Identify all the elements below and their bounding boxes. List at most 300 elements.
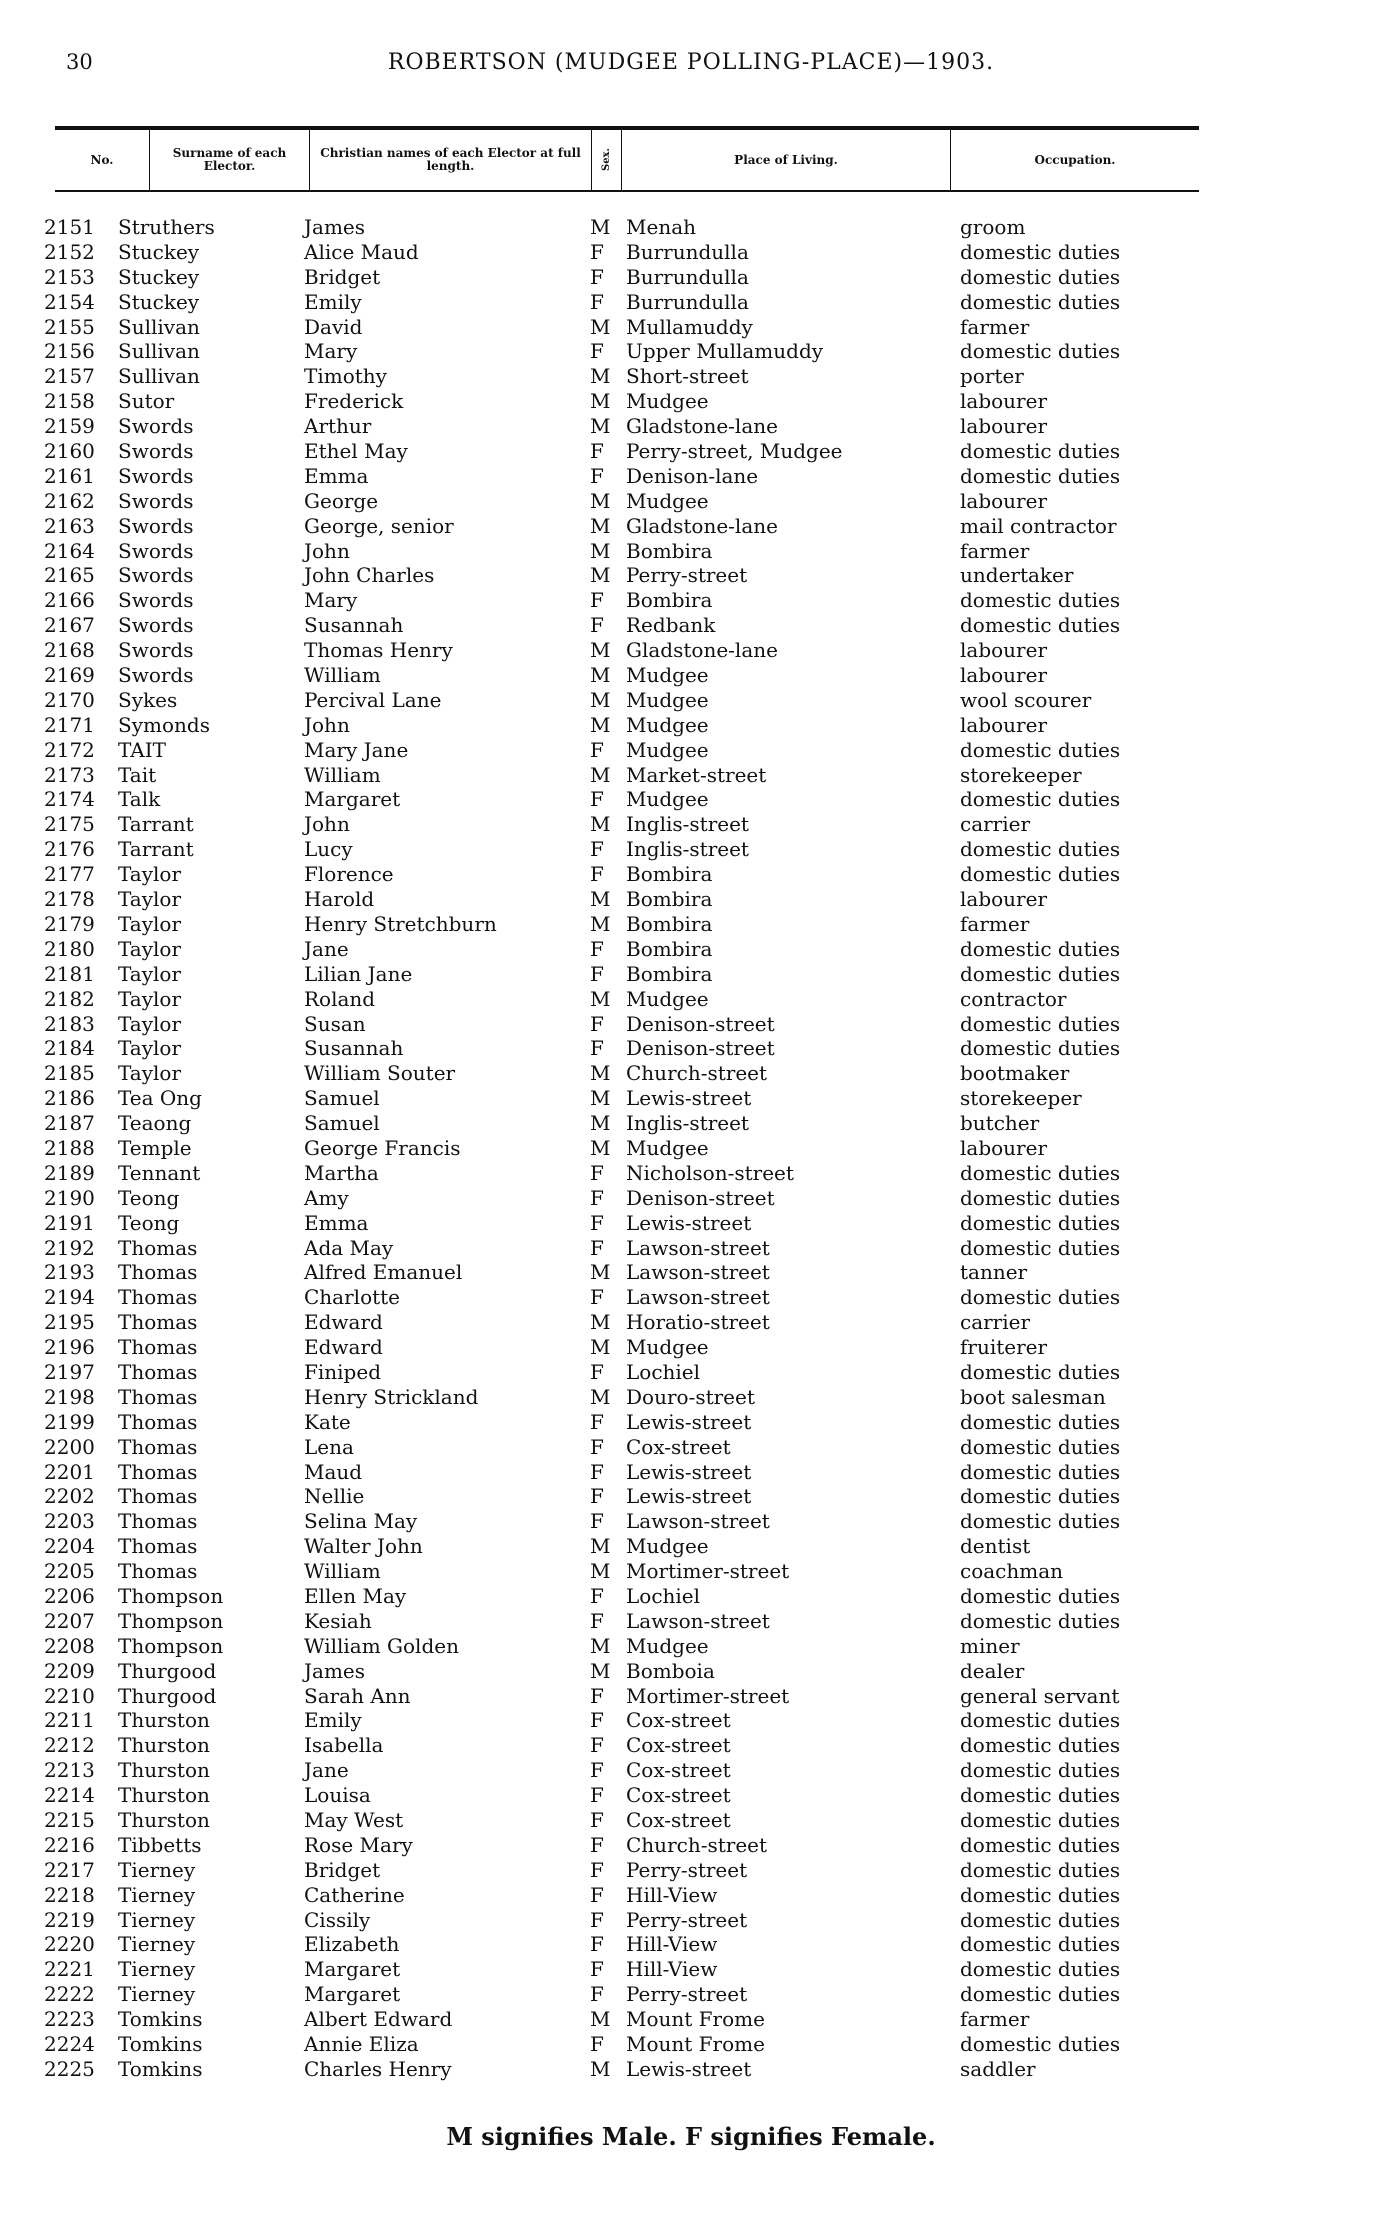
row-occupation: domestic duties bbox=[960, 1509, 1121, 1534]
table-row bbox=[0, 464, 1382, 489]
row-number: 2188 bbox=[44, 1135, 95, 1160]
row-surname: Thompson bbox=[118, 1608, 224, 1633]
table-row bbox=[0, 1908, 1382, 1933]
row-christian-names: Samuel bbox=[304, 1086, 380, 1111]
table-row bbox=[0, 539, 1382, 564]
row-sex: M bbox=[590, 1658, 611, 1683]
table-row bbox=[0, 389, 1382, 414]
row-surname: Thurgood bbox=[118, 1658, 217, 1683]
row-place: Bombira bbox=[626, 862, 713, 887]
row-occupation: domestic duties bbox=[960, 289, 1121, 314]
row-number: 2219 bbox=[44, 1907, 95, 1932]
row-sex: M bbox=[590, 1534, 611, 1559]
row-number: 2152 bbox=[44, 239, 95, 264]
row-sex: F bbox=[590, 1857, 604, 1882]
table-row bbox=[0, 2032, 1382, 2057]
row-number: 2178 bbox=[44, 887, 95, 912]
row-occupation: dealer bbox=[960, 1658, 1025, 1683]
header-surname: Surname of each Elector. bbox=[150, 130, 310, 190]
row-christian-names: Jane bbox=[304, 936, 349, 961]
row-sex: F bbox=[590, 1932, 604, 1957]
row-surname: Thurston bbox=[118, 1733, 210, 1758]
row-surname: TAIT bbox=[118, 737, 166, 762]
row-place: Bombira bbox=[626, 961, 713, 986]
row-number: 2225 bbox=[44, 2056, 95, 2081]
row-surname: Thomas bbox=[118, 1310, 198, 1335]
row-place: Mudgee bbox=[626, 712, 709, 737]
row-sex: F bbox=[590, 1285, 604, 1310]
table-row bbox=[0, 1161, 1382, 1186]
row-place: Gladstone-lane bbox=[626, 638, 778, 663]
row-surname: Thomas bbox=[118, 1260, 198, 1285]
row-number: 2201 bbox=[44, 1459, 95, 1484]
row-surname: Sullivan bbox=[118, 339, 200, 364]
row-christian-names: John bbox=[304, 812, 350, 837]
row-christian-names: Charles Henry bbox=[304, 2056, 452, 2081]
row-occupation: domestic duties bbox=[960, 1011, 1121, 1036]
row-occupation: labourer bbox=[960, 414, 1048, 439]
row-christian-names: May West bbox=[304, 1808, 404, 1832]
row-occupation: domestic duties bbox=[960, 1832, 1121, 1857]
row-surname: Tarrant bbox=[118, 812, 194, 837]
row-occupation: domestic duties bbox=[960, 1608, 1121, 1633]
row-number: 2159 bbox=[44, 414, 95, 439]
row-place: Lewis-street bbox=[626, 1210, 752, 1235]
table-row bbox=[0, 1410, 1382, 1435]
row-christian-names: Percival Lane bbox=[304, 687, 442, 712]
row-christian-names: George, senior bbox=[304, 513, 454, 538]
row-sex: M bbox=[590, 538, 611, 563]
table-row bbox=[0, 1659, 1382, 1684]
row-christian-names: Martha bbox=[304, 1160, 379, 1185]
table-row bbox=[0, 1111, 1382, 1136]
table-row bbox=[0, 1758, 1382, 1783]
row-place: Lochiel bbox=[626, 1359, 701, 1384]
row-christian-names: Frederick bbox=[304, 389, 404, 414]
row-christian-names: Emma bbox=[304, 463, 369, 488]
row-place: Mudgee bbox=[626, 687, 709, 712]
row-surname: Tennant bbox=[118, 1160, 201, 1185]
row-surname: Taylor bbox=[118, 862, 182, 887]
row-surname: Thomas bbox=[118, 1384, 198, 1409]
row-place: Cox-street bbox=[626, 1708, 731, 1733]
row-place: Denison-lane bbox=[626, 463, 759, 488]
table-row bbox=[0, 240, 1382, 265]
row-number: 2186 bbox=[44, 1086, 95, 1111]
row-place: Nicholson-street bbox=[626, 1160, 794, 1185]
row-surname: Thurston bbox=[118, 1708, 210, 1733]
table-row bbox=[0, 1211, 1382, 1236]
row-christian-names: Emily bbox=[304, 1708, 362, 1733]
table-row bbox=[0, 1684, 1382, 1709]
row-place: Denison-street bbox=[626, 1036, 775, 1061]
row-place: Hill-View bbox=[626, 1932, 718, 1957]
row-number: 2204 bbox=[44, 1534, 95, 1559]
row-place: Inglis-street bbox=[626, 837, 749, 862]
table-row bbox=[0, 837, 1382, 862]
table-row bbox=[0, 1982, 1382, 2007]
row-sex: M bbox=[590, 1633, 611, 1658]
row-surname: Symonds bbox=[118, 712, 210, 737]
row-sex: M bbox=[590, 389, 611, 414]
row-place: Perry-street, Mudgee bbox=[626, 439, 843, 464]
row-christian-names: Emma bbox=[304, 1210, 369, 1235]
row-number: 2154 bbox=[44, 289, 95, 314]
row-surname: Thomas bbox=[118, 1559, 198, 1584]
table-row bbox=[0, 1559, 1382, 1584]
row-sex: F bbox=[590, 588, 604, 613]
row-occupation: groom bbox=[960, 215, 1026, 239]
row-occupation: labourer bbox=[960, 1135, 1048, 1160]
row-number: 2206 bbox=[44, 1583, 95, 1608]
row-sex: M bbox=[590, 1061, 611, 1086]
row-christian-names: Edward bbox=[304, 1335, 383, 1360]
row-surname: Swords bbox=[118, 463, 194, 488]
row-sex: M bbox=[590, 986, 611, 1011]
row-christian-names: Sarah Ann bbox=[304, 1683, 411, 1708]
row-place: Mount Frome bbox=[626, 2007, 765, 2032]
row-christian-names: Albert Edward bbox=[304, 2007, 453, 2032]
row-surname: Tomkins bbox=[118, 2007, 203, 2032]
table-row bbox=[0, 1036, 1382, 1061]
row-sex: F bbox=[590, 1459, 604, 1484]
row-sex: M bbox=[590, 2007, 611, 2032]
row-surname: Taylor bbox=[118, 986, 182, 1011]
row-surname: Thomas bbox=[118, 1534, 198, 1559]
row-surname: Sykes bbox=[118, 687, 178, 712]
row-surname: Tomkins bbox=[118, 2056, 203, 2081]
row-number: 2170 bbox=[44, 687, 95, 712]
table-row bbox=[0, 2057, 1382, 2082]
table-row bbox=[0, 563, 1382, 588]
row-number: 2173 bbox=[44, 762, 95, 787]
row-surname: Teaong bbox=[118, 1111, 192, 1136]
row-christian-names: James bbox=[304, 215, 366, 239]
row-number: 2216 bbox=[44, 1832, 95, 1857]
row-christian-names: Walter John bbox=[304, 1534, 423, 1559]
row-sex: M bbox=[590, 1086, 611, 1111]
row-christian-names: William Golden bbox=[304, 1633, 459, 1658]
table-row bbox=[0, 439, 1382, 464]
row-surname: Thomas bbox=[118, 1459, 198, 1484]
row-occupation: domestic duties bbox=[960, 1036, 1121, 1061]
row-surname: Tierney bbox=[118, 1857, 196, 1882]
row-sex: F bbox=[590, 737, 604, 762]
row-occupation: labourer bbox=[960, 488, 1048, 513]
row-occupation: tanner bbox=[960, 1260, 1028, 1285]
row-christian-names: Susannah bbox=[304, 1036, 404, 1061]
row-sex: F bbox=[590, 1011, 604, 1036]
row-christian-names: William bbox=[304, 762, 381, 787]
row-christian-names: Ada May bbox=[304, 1235, 394, 1260]
row-number: 2198 bbox=[44, 1384, 95, 1409]
table-row bbox=[0, 1012, 1382, 1037]
row-number: 2190 bbox=[44, 1185, 95, 1210]
row-place: Cox-street bbox=[626, 1808, 731, 1832]
row-sex: F bbox=[590, 1210, 604, 1235]
row-place: Bombira bbox=[626, 538, 713, 563]
header-no: No. bbox=[55, 130, 150, 190]
row-christian-names: Nellie bbox=[304, 1484, 365, 1509]
row-surname: Talk bbox=[118, 787, 161, 812]
table-row bbox=[0, 937, 1382, 962]
row-sex: F bbox=[590, 1484, 604, 1509]
row-sex: F bbox=[590, 1758, 604, 1783]
table-row bbox=[0, 713, 1382, 738]
row-surname: Stuckey bbox=[118, 264, 200, 289]
row-sex: F bbox=[590, 1409, 604, 1434]
row-christian-names: Amy bbox=[304, 1185, 349, 1210]
table-row bbox=[0, 787, 1382, 812]
row-number: 2195 bbox=[44, 1310, 95, 1335]
row-number: 2151 bbox=[44, 215, 95, 239]
row-christian-names: Susan bbox=[304, 1011, 366, 1036]
row-place: Mudgee bbox=[626, 389, 709, 414]
row-occupation: domestic duties bbox=[960, 1882, 1121, 1907]
row-number: 2166 bbox=[44, 588, 95, 613]
row-sex: F bbox=[590, 862, 604, 887]
row-sex: F bbox=[590, 1160, 604, 1185]
row-occupation: dentist bbox=[960, 1534, 1031, 1559]
row-christian-names: Mary Jane bbox=[304, 737, 409, 762]
row-christian-names: Arthur bbox=[304, 414, 372, 439]
row-occupation: bootmaker bbox=[960, 1061, 1070, 1086]
row-number: 2156 bbox=[44, 339, 95, 364]
row-sex: F bbox=[590, 936, 604, 961]
row-christian-names: Charlotte bbox=[304, 1285, 401, 1310]
row-sex: F bbox=[590, 1359, 604, 1384]
row-number: 2157 bbox=[44, 364, 95, 389]
table-row bbox=[0, 962, 1382, 987]
row-christian-names: Susannah bbox=[304, 613, 404, 638]
row-occupation: domestic duties bbox=[960, 1185, 1121, 1210]
row-occupation: domestic duties bbox=[960, 1409, 1121, 1434]
row-sex: M bbox=[590, 1135, 611, 1160]
table-row bbox=[0, 1310, 1382, 1335]
table-row bbox=[0, 1957, 1382, 1982]
row-number: 2158 bbox=[44, 389, 95, 414]
row-surname: Teong bbox=[118, 1210, 180, 1235]
row-sex: M bbox=[590, 1111, 611, 1136]
row-occupation: domestic duties bbox=[960, 1708, 1121, 1733]
row-sex: F bbox=[590, 1583, 604, 1608]
row-place: Mudgee bbox=[626, 787, 709, 812]
row-christian-names: William bbox=[304, 663, 381, 688]
row-place: Church-street bbox=[626, 1061, 768, 1086]
row-place: Mudgee bbox=[626, 1633, 709, 1658]
row-christian-names: Alfred Emanuel bbox=[304, 1260, 463, 1285]
electors-list bbox=[0, 215, 1382, 2082]
row-occupation: coachman bbox=[960, 1559, 1064, 1584]
row-place: Perry-street bbox=[626, 1982, 748, 2007]
row-occupation: carrier bbox=[960, 1310, 1031, 1335]
table-header bbox=[55, 126, 1199, 192]
row-number: 2218 bbox=[44, 1882, 95, 1907]
row-occupation: storekeeper bbox=[960, 1086, 1082, 1111]
table-row bbox=[0, 1733, 1382, 1758]
row-number: 2160 bbox=[44, 439, 95, 464]
row-christian-names: John bbox=[304, 538, 350, 563]
row-christian-names: Catherine bbox=[304, 1882, 405, 1907]
row-sex: F bbox=[590, 439, 604, 464]
row-surname: Thurston bbox=[118, 1808, 210, 1832]
table-row bbox=[0, 215, 1382, 240]
row-number: 2192 bbox=[44, 1235, 95, 1260]
row-number: 2155 bbox=[44, 314, 95, 339]
row-occupation: domestic duties bbox=[960, 1583, 1121, 1608]
row-number: 2179 bbox=[44, 911, 95, 936]
row-number: 2220 bbox=[44, 1932, 95, 1957]
row-christian-names: Maud bbox=[304, 1459, 363, 1484]
row-occupation: labourer bbox=[960, 663, 1048, 688]
row-christian-names: Kate bbox=[304, 1409, 351, 1434]
row-occupation: domestic duties bbox=[960, 737, 1121, 762]
row-occupation: boot salesman bbox=[960, 1384, 1106, 1409]
table-row bbox=[0, 862, 1382, 887]
row-number: 2163 bbox=[44, 513, 95, 538]
row-sex: F bbox=[590, 1832, 604, 1857]
row-christian-names: Bridget bbox=[304, 264, 381, 289]
row-sex: M bbox=[590, 513, 611, 538]
row-surname: Struthers bbox=[118, 215, 215, 239]
row-number: 2169 bbox=[44, 663, 95, 688]
row-occupation: butcher bbox=[960, 1111, 1040, 1136]
table-row bbox=[0, 887, 1382, 912]
row-christian-names: Elizabeth bbox=[304, 1932, 400, 1957]
row-occupation: wool scourer bbox=[960, 687, 1092, 712]
row-number: 2167 bbox=[44, 613, 95, 638]
row-surname: Sutor bbox=[118, 389, 175, 414]
row-occupation: domestic duties bbox=[960, 1808, 1121, 1832]
row-number: 2189 bbox=[44, 1160, 95, 1185]
header-occupation: Occupation. bbox=[1034, 152, 1116, 167]
row-sex: F bbox=[590, 1434, 604, 1459]
row-christian-names: Cissily bbox=[304, 1907, 371, 1932]
row-place: Lochiel bbox=[626, 1583, 701, 1608]
table-row bbox=[0, 1783, 1382, 1808]
row-surname: Thomas bbox=[118, 1509, 198, 1534]
header-place: Place of Living. bbox=[622, 130, 951, 190]
row-occupation: domestic duties bbox=[960, 1434, 1121, 1459]
row-surname: Teong bbox=[118, 1185, 180, 1210]
row-surname: Swords bbox=[118, 538, 194, 563]
row-surname: Swords bbox=[118, 613, 194, 638]
row-christian-names: Alice Maud bbox=[304, 239, 419, 264]
row-sex: M bbox=[590, 712, 611, 737]
row-surname: Taylor bbox=[118, 961, 182, 986]
table-row bbox=[0, 688, 1382, 713]
row-place: Church-street bbox=[626, 1832, 768, 1857]
row-christian-names: Ethel May bbox=[304, 439, 408, 464]
table-row bbox=[0, 1833, 1382, 1858]
row-number: 2165 bbox=[44, 563, 95, 588]
row-place: Gladstone-lane bbox=[626, 513, 778, 538]
table-row bbox=[0, 1435, 1382, 1460]
row-place: Cox-street bbox=[626, 1434, 731, 1459]
row-christian-names: George bbox=[304, 488, 379, 513]
header-christian: Christian names of each Elector at full length. bbox=[310, 130, 592, 190]
row-occupation: domestic duties bbox=[960, 862, 1121, 887]
row-number: 2209 bbox=[44, 1658, 95, 1683]
row-place: Inglis-street bbox=[626, 812, 749, 837]
row-occupation: domestic duties bbox=[960, 1359, 1121, 1384]
row-occupation: labourer bbox=[960, 712, 1048, 737]
table-row bbox=[0, 1808, 1382, 1833]
table-row bbox=[0, 290, 1382, 315]
row-christian-names: Samuel bbox=[304, 1111, 380, 1136]
row-sex: F bbox=[590, 1783, 604, 1808]
row-number: 2184 bbox=[44, 1036, 95, 1061]
row-occupation: domestic duties bbox=[960, 1733, 1121, 1758]
row-number: 2207 bbox=[44, 1608, 95, 1633]
row-place: Lawson-street bbox=[626, 1285, 770, 1310]
row-occupation: domestic duties bbox=[960, 239, 1121, 264]
row-occupation: domestic duties bbox=[960, 2032, 1121, 2057]
row-number: 2217 bbox=[44, 1857, 95, 1882]
row-sex: M bbox=[590, 488, 611, 513]
row-sex: F bbox=[590, 1982, 604, 2007]
row-place: Upper Mullamuddy bbox=[626, 339, 824, 364]
table-row bbox=[0, 315, 1382, 340]
row-christian-names: Timothy bbox=[304, 364, 387, 389]
row-christian-names: Margaret bbox=[304, 1982, 401, 2007]
row-occupation: domestic duties bbox=[960, 1210, 1121, 1235]
row-place: Mudgee bbox=[626, 1135, 709, 1160]
row-number: 2203 bbox=[44, 1509, 95, 1534]
table-row bbox=[0, 1534, 1382, 1559]
row-sex: F bbox=[590, 1733, 604, 1758]
row-place: Hill-View bbox=[626, 1882, 718, 1907]
row-occupation: mail contractor bbox=[960, 513, 1117, 538]
row-surname: Thomas bbox=[118, 1285, 198, 1310]
row-occupation: labourer bbox=[960, 389, 1048, 414]
row-christian-names: Thomas Henry bbox=[304, 638, 453, 663]
row-place: Mudgee bbox=[626, 986, 709, 1011]
row-surname: Tierney bbox=[118, 1982, 196, 2007]
row-place: Cox-street bbox=[626, 1758, 731, 1783]
row-occupation: general servant bbox=[960, 1683, 1120, 1708]
row-surname: Taylor bbox=[118, 887, 182, 912]
table-row bbox=[0, 1883, 1382, 1908]
row-place: Mortimer-street bbox=[626, 1559, 790, 1584]
row-place: Lawson-street bbox=[626, 1260, 770, 1285]
row-number: 2161 bbox=[44, 463, 95, 488]
row-place: Mullamuddy bbox=[626, 314, 753, 339]
row-sex: M bbox=[590, 364, 611, 389]
row-number: 2214 bbox=[44, 1783, 95, 1808]
row-sex: M bbox=[590, 1335, 611, 1360]
row-surname: Tierney bbox=[118, 1957, 196, 1982]
row-occupation: farmer bbox=[960, 911, 1030, 936]
table-row bbox=[0, 1285, 1382, 1310]
table-row bbox=[0, 1236, 1382, 1261]
table-row bbox=[0, 1858, 1382, 1883]
row-occupation: miner bbox=[960, 1633, 1020, 1658]
row-sex: F bbox=[590, 1235, 604, 1260]
table-row bbox=[0, 1186, 1382, 1211]
row-christian-names: Ellen May bbox=[304, 1583, 407, 1608]
row-occupation: farmer bbox=[960, 538, 1030, 563]
row-sex: F bbox=[590, 239, 604, 264]
row-number: 2174 bbox=[44, 787, 95, 812]
row-surname: Thompson bbox=[118, 1583, 224, 1608]
row-sex: M bbox=[590, 1384, 611, 1409]
row-occupation: domestic duties bbox=[960, 264, 1121, 289]
table-row bbox=[0, 613, 1382, 638]
row-sex: M bbox=[590, 812, 611, 837]
table-row bbox=[0, 1335, 1382, 1360]
table-row bbox=[0, 1708, 1382, 1733]
